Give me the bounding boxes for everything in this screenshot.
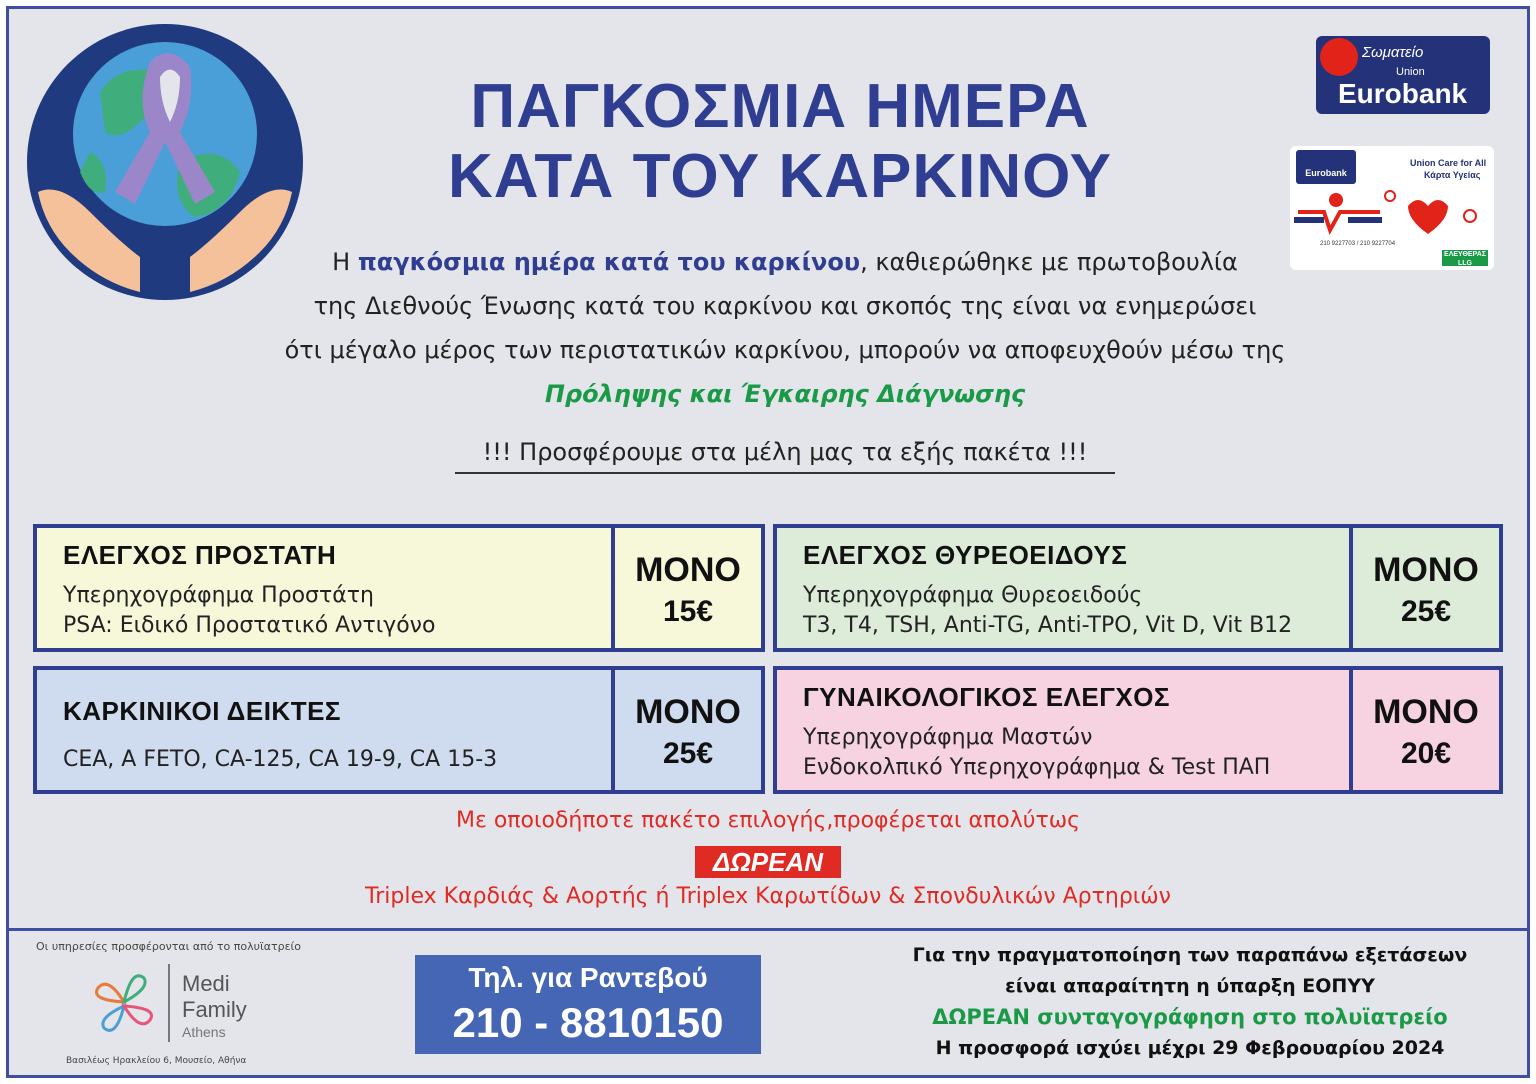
package-title: ΚΑΡΚΙΝΙΚΟΙ ΔΕΙΚΤΕΣ (63, 696, 342, 726)
price-value: 15€ (662, 595, 714, 628)
union-logo-line-3: Eurobank (1338, 78, 1468, 109)
package-line: Υπερηχογράφημα Προστάτη (63, 583, 374, 608)
package-title: ΕΛΕΓΧΟΣ ΠΡΟΣΤΑΤΗ (63, 540, 337, 570)
health-card-logo: Eurobank (1296, 150, 1356, 184)
price-label: ΜΟΝΟ (635, 551, 741, 589)
package-description (777, 670, 1349, 790)
health-card-line-1: Union Care for All (1410, 158, 1487, 168)
package-title: ΕΛΕΓΧΟΣ ΘΥΡΕΟΕΙΔΟΥΣ (803, 540, 1128, 570)
package-thyroid (773, 524, 1503, 652)
medi-family-logo-icon (86, 966, 162, 1042)
intro-line-1-rest: , καθιερώθηκε με πρωτοβουλία (860, 248, 1238, 276)
price-value: 20€ (1400, 737, 1452, 770)
phone-number: 210 - 8810150 (452, 999, 724, 1046)
union-logo-line-2: Union (1396, 66, 1425, 78)
clinic-name-2: Family (182, 997, 247, 1022)
health-card-line-2: Κάρτα Υγείας (1424, 170, 1481, 180)
package-line: T3, T4, TSH, Anti-TG, Anti-TPO, Vit D, Vit B12 (803, 613, 1293, 638)
clinic-name-1: Medi (182, 971, 230, 996)
package-tumor-markers (33, 666, 765, 794)
intro-line-4: Πρόληψης και Έγκαιρης Διάγνωσης (544, 380, 1026, 408)
footer-note: Οι υπηρεσίες προσφέρονται από το πολυϊατρείο (36, 940, 301, 953)
intro-line-1 (180, 240, 1390, 284)
intro-prefix: Η (332, 248, 358, 276)
free-offer-text: Με οποιοδήποτε πακέτο επιλογής,προφέρεται απολύτως (455, 808, 1081, 833)
package-line: CEA, A FETO, CA-125, CA 19-9, CA 15-3 (63, 747, 498, 772)
condition-line-4: Η προσφορά ισχύει μέχρι 29 Φεβρουαρίου 2024 (935, 1037, 1445, 1059)
price-value: 25€ (1400, 595, 1452, 628)
union-logo-line-1: Σωματείο (1362, 44, 1424, 61)
title-line-1: ΠΑΓΚΟΣΜΙΑ ΗΜΕΡΑ (470, 72, 1090, 141)
package-price (611, 670, 761, 790)
package-line: Υπερηχογράφημα Θυρεοειδούς (803, 583, 1143, 608)
package-line: Υπερηχογράφημα Μαστών (803, 725, 1093, 750)
price-label: ΜΟΝΟ (635, 693, 741, 731)
package-line: PSA: Ειδικό Προστατικό Αντιγόνο (63, 613, 436, 638)
appointment-phone-box (415, 955, 761, 1054)
package-description (37, 670, 611, 790)
condition-line-2: είναι απαραίτητη η ύπαρξη ΕΟΠΥΥ (1005, 975, 1375, 997)
eurobank-mark-icon (1320, 38, 1358, 76)
package-price (1349, 528, 1499, 648)
union-eurobank-logo (1316, 36, 1490, 114)
clinic-address: Βασιλέως Ηρακλείου 6, Μουσείο, Αθήνα (66, 1056, 247, 1066)
intro-paragraph (180, 240, 1390, 416)
triplex-offer-text: Triplex Καρδιάς & Αορτής ή Triplex Καρωτίδων & Σπονδυλικών Αρτηριών (365, 884, 1171, 909)
clinic-logo-divider (168, 964, 170, 1042)
intro-highlight: παγκόσμια ημέρα κατά του καρκίνου (357, 248, 861, 276)
intro-line-2: της Διεθνούς Ένωσης κατά του καρκίνου και σκοπός της είναι να ενημερώσει (313, 292, 1257, 320)
package-price (611, 528, 761, 648)
package-gynecological (773, 666, 1503, 794)
phone-label: Τηλ. για Ραντεβού (468, 962, 708, 993)
package-price (1349, 670, 1499, 790)
title-line-2: ΚΑΤΑ ΤΟΥ ΚΑΡΚΙΝΟΥ (447, 142, 1113, 211)
package-description (37, 528, 611, 648)
intro-line-3: ότι μέγαλο μέρος των περιστατικών καρκίνου, μπορούν να αποφευχθούν μέσω της (284, 336, 1286, 364)
package-description (777, 528, 1349, 648)
condition-line-3: ΔΩΡΕΑΝ συνταγογράφηση στο πολυϊατρείο (932, 1005, 1448, 1029)
price-value: 25€ (662, 737, 714, 770)
health-card-insurer: ΕΛΕΥΘΕΡΑΣ LLG (1442, 250, 1488, 266)
offer-heading: !!! Προσφέρουμε στα μέλη μας τα εξής πακέτα !!! (455, 438, 1115, 474)
page-title (380, 72, 1180, 212)
price-label: ΜΟΝΟ (1373, 693, 1479, 731)
package-line: Ενδοκολπικό Υπερηχογράφημα & Test ΠΑΠ (803, 755, 1271, 780)
package-title: ΓΥΝΑΙΚΟΛΟΓΙΚΟΣ ΕΛΕΓΧΟΣ (803, 682, 1171, 712)
package-prostate (33, 524, 765, 652)
health-card-phones: 210 9227703 / 210 9227704 (1320, 241, 1396, 247)
clinic-name-3: Athens (182, 1024, 226, 1040)
condition-line-1: Για την πραγματοποίηση των παραπάνω εξετάσεων (912, 944, 1468, 966)
heart-pulse-icon (1290, 186, 1494, 244)
footer-conditions (860, 940, 1520, 1064)
price-label: ΜΟΝΟ (1373, 551, 1479, 589)
free-badge: ΔΩΡΕΑΝ (695, 846, 841, 878)
